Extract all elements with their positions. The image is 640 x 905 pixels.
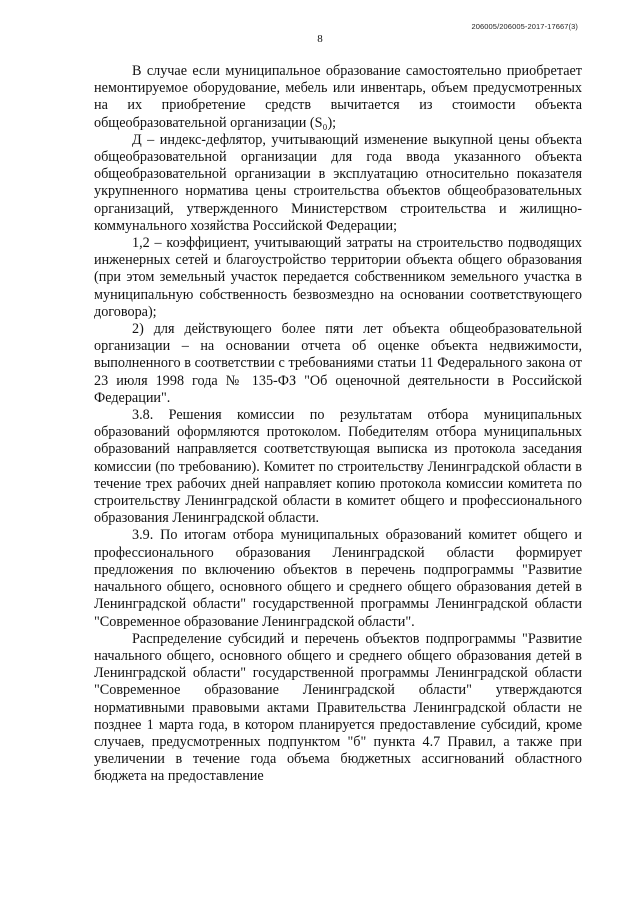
document-code: 206005/206005-2017-17667(3) [471,22,578,31]
paragraph-deflator-index: Д – индекс-дефлятор, учитывающий изменение выкупной цены объекта общеобразовательной организации для года ввода указанного объекта общеобразовательной организации в эксплуатацию относительно показателя укрупненного норматива цены строительства объектов общеобразовательных организаций, утвержденного Министерством строительства и жилищно-коммунального хозяйства Российской Федерации; [94,131,582,234]
paragraph-distribution: Распределение субсидий и перечень объектов подпрограммы "Развитие начального общего, основного общего и среднего общего образования детей в Ленинградской области" государственной программы Ленинградской области "Современное образование Ленинградской области" утверждаются нормативными правовыми актами Правительства Ленинградской области не позднее 1 марта года, в котором планируется предоставление субсидий, кроме случаев, предусмотренных подпунктом "б" пункта 4.7 Правил, а также при увеличении в течение года объема бюджетных ассигнований областного бюджета на предоставление [94,630,582,785]
paragraph-3-8: 3.8. Решения комиссии по результатам отбора муниципальных образований оформляются протоколом. Победителям отбора муниципальных образований направляется соответствующая выписка из протокола заседания комиссии (по требованию). Комитет по строительству Ленинградской области в течение трех рабочих дней направляет копию протокола комиссии комитета по строительству Ленинградской области в комитет общего и профессионального образования Ленинградской области. [94,407,582,527]
page-number: 8 [317,33,323,45]
document-body [94,63,582,786]
paragraph-equipment-deduction: В случае если муниципальное образование самостоятельно приобретает немонтируемое оборудование, мебель или инвентарь, объем предусмотренных на их приобретение средств вычитается из стоимости объекта общеобразовательной организации (S₀); [94,63,582,131]
paragraph-3-9: 3.9. По итогам отбора муниципальных образований комитет общего и профессионального образования Ленинградской области формирует предложения по включению объектов в перечень подпрограммы "Развитие начального общего, основного общего и среднего общего образования детей в Ленинградской области" государственной программы Ленинградской области "Современное образование Ленинградской области". [94,527,582,630]
paragraph-coefficient: 1,2 – коэффициент, учитывающий затраты на строительство подводящих инженерных сетей и благоустройство территории объекта общего образования (при этом земельный участок передается собственником земельного участка в муниципальную собственность безвозмездно на основании соответствующего договора); [94,235,582,320]
paragraph-existing-object: 2) для действующего более пяти лет объекта общеобразовательной организации – на основании отчета об оценке объекта недвижимости, выполненного в соответствии с требованиями статьи 11 Федерального закона от 23 июля 1998 года № 135-ФЗ "Об оценочной деятельности в Российской Федерации". [94,321,582,406]
